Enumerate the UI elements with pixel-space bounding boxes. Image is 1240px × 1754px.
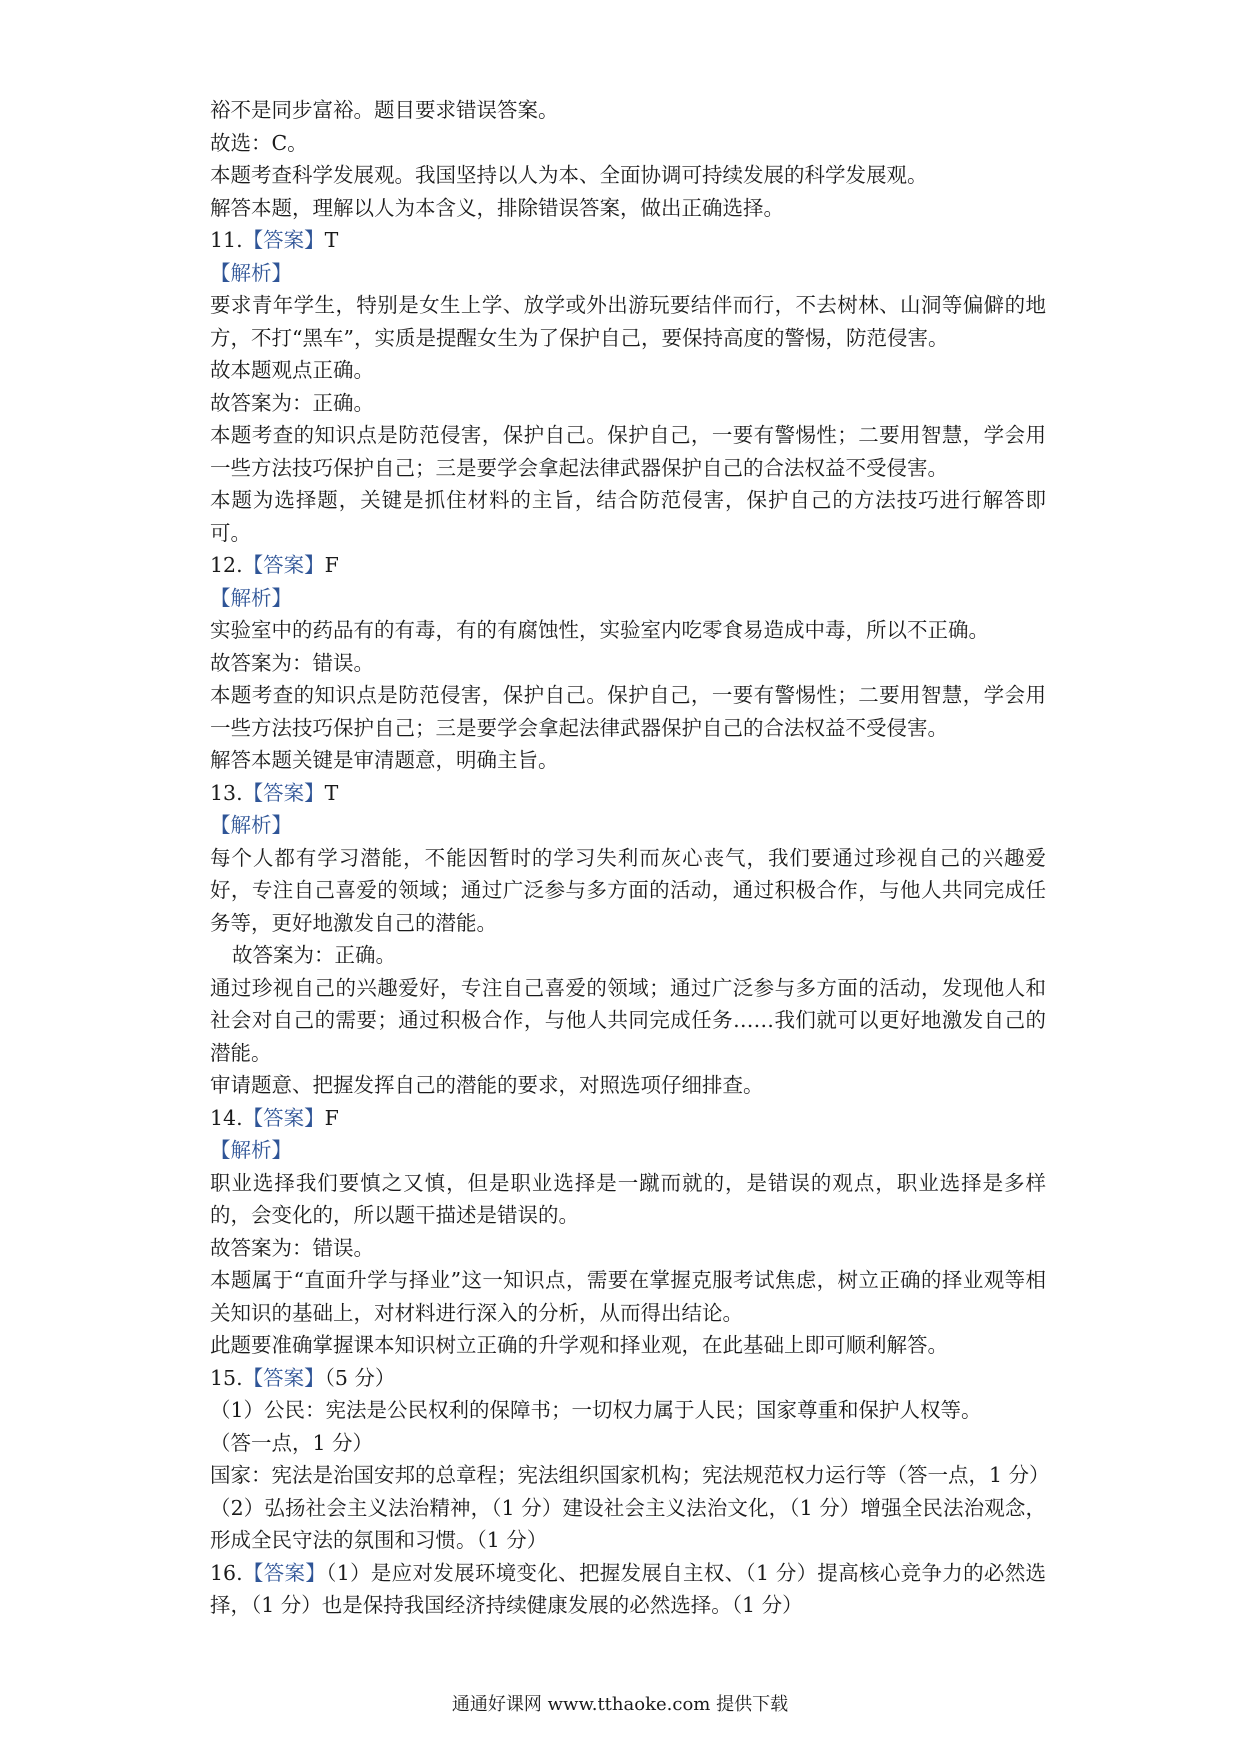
paragraph: 本题考查的知识点是防范侵害，保护自己。保护自己，一要有警惕性；二要用智慧，学会用一些方法技巧保护自己；三是要学会拿起法律武器保护自己的合法权益不受侵害。 <box>210 423 1046 480</box>
answer-heading <box>210 777 1046 810</box>
text-line: （1）公民：宪法是公民权利的保障书；一切权力属于人民；国家尊重和保护人权等。 <box>210 1398 982 1422</box>
text-line: 裕不是同步富裕。题目要求错误答案。 <box>210 98 559 122</box>
answer-label: 【答案】 <box>242 1560 327 1585</box>
question-number: 13. <box>210 780 243 805</box>
question-number: 11. <box>210 228 243 252</box>
answer-heading <box>210 224 1046 257</box>
page-footer: 通通好课网 www.tthaoke.com 提供下载 <box>451 1694 789 1715</box>
answer-label: 【答案】 <box>242 1105 325 1130</box>
answer-value: T <box>324 228 339 252</box>
question-number: 14. <box>210 1105 243 1130</box>
question-number: 12. <box>210 553 243 577</box>
text-line: 解答本题关键是审清题意，明确主旨。 <box>210 748 559 772</box>
analysis-label: 【解析】 <box>210 813 292 837</box>
text-line: 故答案为：正确。 <box>232 943 396 967</box>
answer-label: 【答案】 <box>242 1365 325 1390</box>
answer-label: 【答案】 <box>242 228 325 252</box>
text-line: 故答案为：错误。 <box>210 650 374 675</box>
answer-heading <box>210 1557 1046 1622</box>
answer-value: F <box>324 553 339 577</box>
paragraph: 本题属于“直面升学与择业”这一知识点，需要在掌握克服考试焦虑，树立正确的择业观等相关知识的基础上，对材料进行深入的分析，从而得出结论。 <box>210 1268 1046 1325</box>
answer-heading <box>210 1102 1046 1135</box>
paragraph: 本题考查的知识点是防范侵害，保护自己。保护自己，一要有警惕性；二要用智慧，学会用一些方法技巧保护自己；三是要学会拿起法律武器保护自己的合法权益不受侵害。 <box>210 683 1046 740</box>
text-line: 故本题观点正确。 <box>210 358 374 382</box>
paragraph: 国家：宪法是治国安邦的总章程；宪法组织国家机构；宪法规范权力运行等（答一点，1 分） <box>210 1463 1050 1487</box>
text-line: 故答案为：错误。 <box>210 1235 374 1260</box>
analysis-label: 【解析】 <box>210 585 292 610</box>
answer-value: F <box>324 1105 339 1130</box>
answer-heading <box>210 1362 1046 1395</box>
text-line: 审请题意、把握发挥自己的潜能的要求，对照选项仔细排查。 <box>210 1073 764 1097</box>
text-line: 故答案为：正确。 <box>210 390 374 415</box>
paragraph: 本题为选择题，关键是抓住材料的主旨，结合防范侵害，保护自己的方法技巧进行解答即可。 <box>210 488 1046 545</box>
text-line: 此题要准确掌握课本知识树立正确的升学观和择业观，在此基础上即可顺利解答。 <box>210 1333 948 1357</box>
paragraph: 每个人都有学习潜能，不能因暂时的学习失利而灰心丧气，我们要通过珍视自己的兴趣爱好，专注自己喜爱的领域；通过广泛参与多方面的活动，通过积极合作，与他人共同完成任务等，更好地激发自己的潜能。 <box>210 845 1046 935</box>
answer-value: （1）是应对发展环境变化、把握发展自主权、（1 分）提高核心竞争力的必然选择，（1 分）也是保持我国经济持续健康发展的必然选择。（1 分） <box>210 1560 1047 1617</box>
answer-value: （5 分） <box>324 1365 396 1390</box>
paragraph: 要求青年学生，特别是女生上学、放学或外出游玩要结伴而行，不去树林、山洞等偏僻的地方，不打“黑车”，实质是提醒女生为了保护自己，要保持高度的警惕，防范侵害。 <box>210 293 1046 350</box>
text-line: 实验室中的药品有的有毒，有的有腐蚀性，实验室内吃零食易造成中毒，所以不正确。 <box>210 618 989 642</box>
analysis-label: 【解析】 <box>210 1138 292 1162</box>
analysis-label: 【解析】 <box>210 260 292 285</box>
text-line: 故选：C。 <box>210 130 308 155</box>
paragraph: 职业选择我们要慎之又慎，但是职业选择是一蹴而就的，是错误的观点，职业选择是多样的，会变化的，所以题干描述是错误的。 <box>210 1170 1046 1227</box>
answer-value: T <box>324 780 339 805</box>
answer-content <box>210 94 1050 1622</box>
text-line: 解答本题，理解以人为本含义，排除错误答案，做出正确选择。 <box>210 195 784 220</box>
answer-label: 【答案】 <box>242 780 325 805</box>
paragraph: （2）弘扬社会主义法治精神，（1 分）建设社会主义法治文化，（1 分）增强全民法治观念，形成全民守法的氛围和习惯。（1 分） <box>210 1495 1046 1552</box>
answer-heading <box>210 549 1046 582</box>
text-line: （答一点，1 分） <box>210 1430 374 1455</box>
paragraph: 通过珍视自己的兴趣爱好，专注自己喜爱的领域；通过广泛参与多方面的活动，发现他人和社会对自己的需要；通过积极合作，与他人共同完成任务……我们就可以更好地激发自己的潜能。 <box>210 975 1046 1065</box>
question-number: 16. <box>210 1560 243 1585</box>
question-number: 15. <box>210 1365 243 1390</box>
answer-label: 【答案】 <box>242 553 325 577</box>
text-line: 本题考查科学发展观。我国坚持以人为本、全面协调可持续发展的科学发展观。 <box>210 163 928 187</box>
